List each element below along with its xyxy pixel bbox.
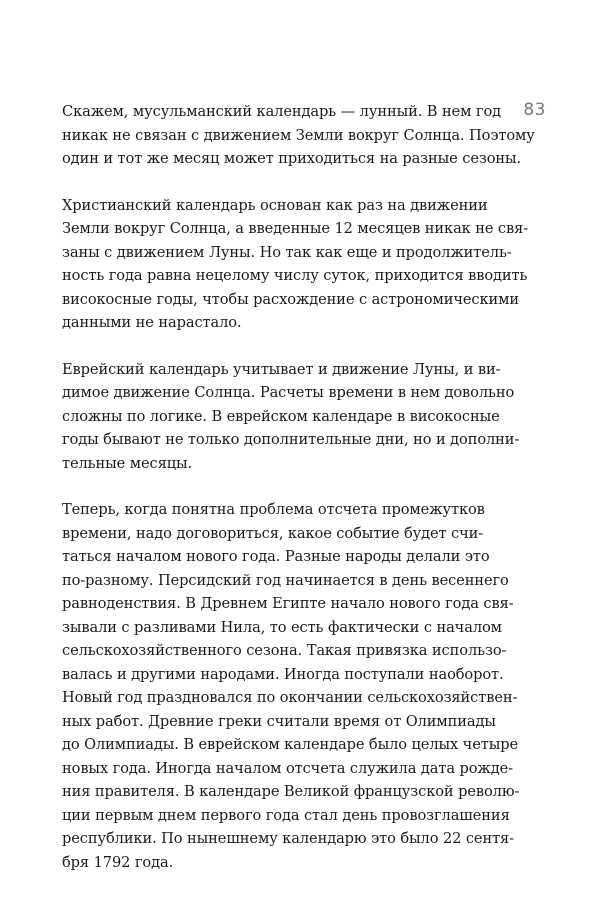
text-line: ность года равна нецелому числу суток, приходится вводить [62,267,528,284]
text-line: димое движение Солнца. Расчеты времени в нем довольно [62,384,515,401]
text-line: республики. По нынешнему календарю это было 22 сентя- [62,830,514,847]
text-line: зывали с разливами Нила, то есть фактически с началом [62,618,502,636]
text-line: Скажем, мусульманский календарь — лунный. В нем год [62,103,502,120]
text-line: сложны по логике. В еврейском календаре в високосные [62,407,500,425]
text-line: до Олимпиады. В еврейском календаре было целых четыре [62,736,519,753]
text-line: один и тот же месяц может приходиться на разные сезоны. [62,150,522,167]
text-line: времени, надо договориться, какое событие будет счи- [62,524,484,542]
text-line: ния правителя. В календаре Великой французской револю- [62,783,520,800]
text-line: новых года. Иногда началом отсчета служила дата рожде- [62,759,513,777]
text-line: данными не нарастало. [62,314,242,331]
text-line: Христианский календарь основан как раз на движении [62,196,488,214]
text-line: никак не связан с движением Земли вокруг Солнца. Поэтому [62,126,535,144]
text-line: ции первым днем первого года стал день провозглашения [62,806,510,824]
text-line: сельскохозяйственного сезона. Такая привязка использо- [62,642,507,659]
page-number: 83 [523,100,546,120]
text-line: ных работ. Древние греки считали время от Олимпиады [62,712,496,730]
text-line: Земли вокруг Солнца, а введенные 12 месяцев никак не свя- [62,220,529,237]
text-line: таться началом нового года. Разные народы делали это [62,548,490,565]
paragraph-jewish-calendar [62,358,520,476]
text-line: високосные годы, чтобы расхождение с астрономическими [62,290,520,308]
text-line: равноденствия. В Древнем Египте начало нового года свя- [62,595,514,612]
text-line: годы бывают не только дополнительные дни, но и дополни- [62,431,520,448]
text-line: Еврейский календарь учитывает и движение Луны, и ви- [62,360,501,378]
text-line: тельные месяцы. [62,454,193,472]
text-line: заны с движением Луны. Но так как еще и продолжитель- [62,243,512,261]
text-line: по-разному. Персидский год начинается в день весеннего [62,571,509,589]
paragraph-christian-calendar [62,194,529,335]
paragraph-new-year [62,498,520,874]
text-line: Новый год праздновался по окончании сельскохозяйствен- [62,689,518,706]
text-line: бря 1792 года. [62,853,174,871]
text-line: Теперь, когда понятна проблема отсчета промежутков [62,501,485,518]
text-line: валась и другими народами. Иногда поступали наоборот. [62,665,504,683]
